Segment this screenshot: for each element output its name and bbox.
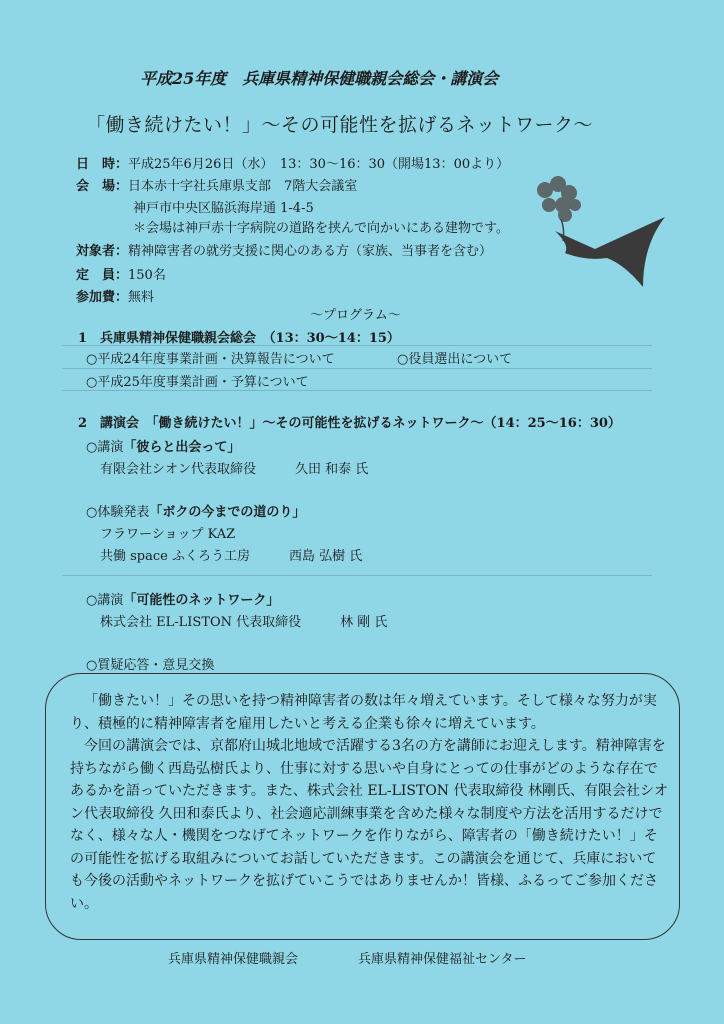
section1-title: 1 兵庫県精神保健職親会総会 （13：30～14：15） [78,331,400,346]
venue-row [76,175,357,194]
bird-flower-icon [525,175,690,290]
venue-address: 神戸市中央区脇浜海岸通 1-4-5 [133,201,314,216]
description-paragraph: 「働きたい！」その思いを持つ精神障害者の数は年々増えています。そして様々な努力が実り、積極的に精神障害者を雇用したいと考える企業も徐々に増えています。 [70,693,657,732]
venue-value: 日本赤十字社兵庫県支部 7階大会議室 [128,179,358,194]
venue-note: ＊会場は神戸赤十字病院の道路を挟んで向かいにある建物です。 [133,221,509,236]
fee-row [76,286,154,305]
lecture1-speaker: 有限会社シオン代表取締役 久田 和泰 氏 [100,462,369,477]
section1-item: ○役員選出について [397,352,513,367]
section1-item: ○平成24年度事業計画・決算報告について [86,352,335,367]
capacity-value: 150名 [128,268,166,283]
lecture3-title: 「可能性のネットワーク」 [123,593,280,608]
lecture3-heading [86,589,279,608]
footer-org: 兵庫県精神保健職親会 [168,952,299,967]
lecture2-org: フラワーショップ KAZ [100,527,236,542]
description-paragraph: 今回の講演会では、京都府山城北地域で活躍する3名の方を講師にお迎えします。精神障害を持ちながら働く西島弘樹氏より、仕事に対する思いや自身にとっての仕事がどのような存在であるかを語っていただきます。また、株式会社 EL-LISTON 代表取締役 林剛氏、有限会社シオン代表取締役 久田和泰氏より、社会適応訓練事業を含めた様々な制度や方法を活用するだけでなく、様々な人・機関をつなげてネットワークを作りながら、障害者の「働き続けたい！」その可能性を拡げる取組みについてお話していただきます。この講演会を通じて、兵庫においても今後の活動やネットワークを拡げていこうではありませんか！皆様、ふるってご参加ください。 [70,738,668,912]
fee-value: 無料 [128,290,155,305]
capacity-label: 定 員： [76,268,129,283]
program-heading: ～プログラム～ [310,308,401,323]
section1-item: ○平成25年度事業計画・予算について [86,375,309,390]
date-label: 日 時： [76,157,129,172]
lecture3-prefix: ○講演 [86,593,124,608]
target-row [76,240,492,259]
target-label: 対象者： [76,244,129,259]
date-row [76,153,509,172]
lecture2-prefix: ○体験発表 [86,505,150,520]
venue-label: 会 場： [76,179,129,194]
background-rule [62,368,652,369]
qa-item: ○質疑応答・意見交換 [86,658,215,673]
lecture1-prefix: ○講演 [86,440,124,455]
background-rule [62,575,652,576]
lecture1-title: 「彼らと出会って」 [123,440,241,455]
description-text [70,690,670,915]
fee-label: 参加費： [76,290,129,305]
main-title: 「働き続けたい！」～その可能性を拡げるネットワーク～ [86,114,594,136]
capacity-row [76,264,166,283]
date-value: 平成25年6月26日（水） 13：30～16：30（開場13：00より） [128,157,510,172]
lecture2-heading [86,501,305,520]
event-title: 平成25年度 兵庫県精神保健職親会総会・講演会 [140,69,499,88]
footer-org: 兵庫県精神保健福祉センター [358,952,527,967]
lecture2-speaker: 共働 space ふくろう工房 西島 弘樹 氏 [100,549,363,564]
target-value: 精神障害者の就労支援に関心のある方（家族、当事者を含む） [128,244,493,259]
background-rule [62,390,652,391]
lecture2-title: 「ボクの今までの道のり」 [149,505,306,520]
lecture1-heading [86,436,240,455]
section2-title: 2 講演会 「働き続けたい！」～その可能性を拡げるネットワーク～（14：25～16：30） [78,416,621,431]
lecture3-speaker: 株式会社 EL-LISTON 代表取締役 林 剛 氏 [100,615,388,630]
